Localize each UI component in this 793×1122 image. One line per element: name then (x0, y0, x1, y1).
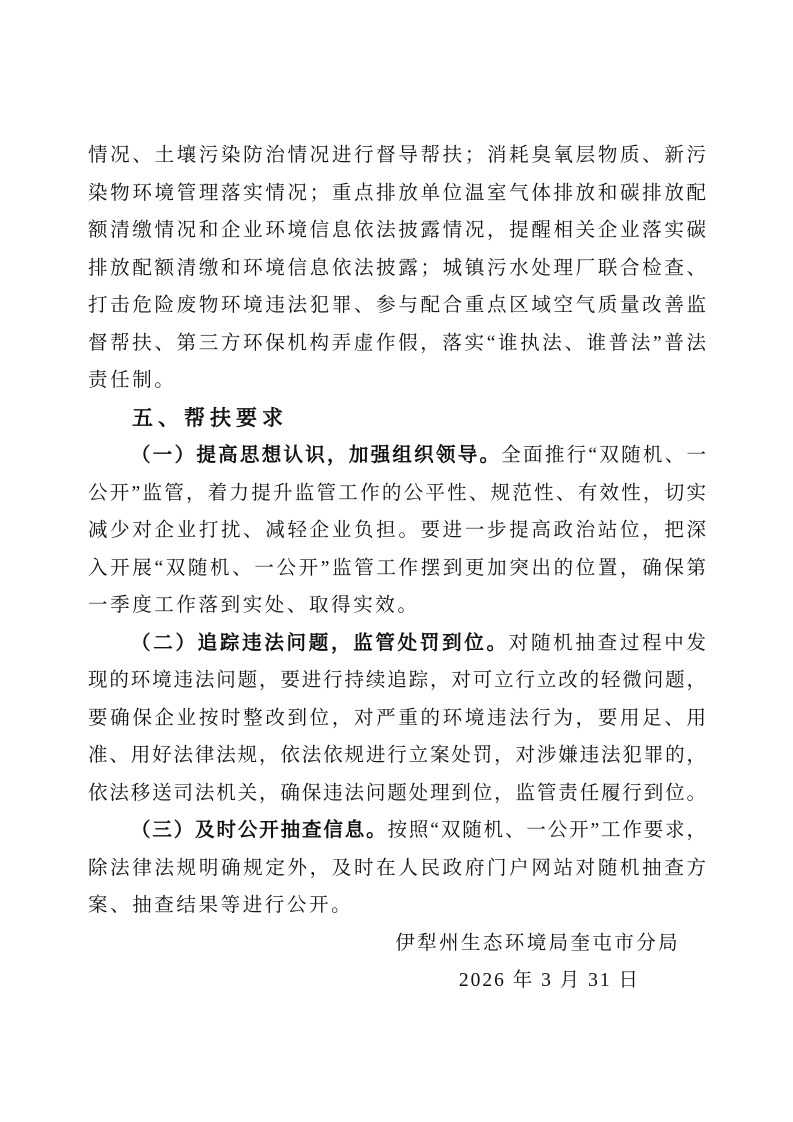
body-line (88, 137, 706, 175)
date-line (88, 962, 706, 1000)
body-line-text: 除法律法规明确规定外，及时在人民政府门户网站对随机抽查方 (88, 857, 706, 879)
body-line (88, 175, 706, 213)
body-line-text: 督帮扶、第三方环保机构弄虚作假，落实“谁执法、谁普法”普法 (88, 332, 706, 354)
signature-line (88, 925, 706, 963)
paragraph-lead: （一）提高思想认识，加强组织领导。 (131, 445, 502, 466)
paragraph-first-line (88, 625, 706, 663)
body-line-text: 按照“双随机、一公开”工作要求， (387, 820, 706, 841)
body-line-text: 要确保企业按时整改到位，对严重的环境违法行为，要用足、用 (88, 707, 706, 729)
body-line (88, 362, 706, 400)
body-line-text: 一季度工作落到实处、取得实效。 (88, 595, 420, 616)
body-line (88, 850, 706, 888)
body-line (88, 700, 706, 738)
body-line-text: 减少对企业打扰、减轻企业负担。要进一步提高政治站位，把深 (88, 520, 706, 541)
body-line (88, 662, 706, 700)
body-line (88, 587, 706, 625)
body-line-text: 责任制。 (88, 370, 177, 391)
section-heading-text: 五、帮扶要求 (132, 406, 288, 430)
body-line-text: 打击危险废物环境违法犯罪、参与配合重点区域空气质量改善监 (88, 295, 706, 316)
paragraph-first-line (88, 437, 706, 475)
date-text: 2026 年 3 月 31 日 (458, 970, 640, 991)
body-line (88, 550, 706, 588)
body-line (88, 737, 706, 775)
body-line-text: 现的环境违法问题，要进行持续追踪，对可立行立改的轻微问题， (88, 670, 706, 691)
body-line-text: 准、用好法律法规，依法依规进行立案处罚，对涉嫌违法犯罪的， (88, 745, 706, 766)
section-heading (88, 400, 706, 438)
body-line-text: 入开展“双随机、一公开”监管工作摆到更加突出的位置，确保第 (88, 557, 706, 579)
body-line (88, 325, 706, 363)
body-line (88, 250, 706, 288)
body-line-text: 公开”监管，着力提升监管工作的公平性、规范性、有效性，切实 (88, 482, 706, 504)
signature-text: 伊犁州生态环境局奎屯市分局 (395, 932, 680, 954)
body-line (88, 475, 706, 513)
body-line-text: 对随机抽查过程中发 (508, 632, 706, 654)
body-line-text: 额清缴情况和企业环境信息依法披露情况，提醒相关企业落实碳 (88, 220, 706, 241)
body-line (88, 775, 706, 813)
body-line-text: 情况、土壤污染防治情况进行督导帮扶；消耗臭氧层物质、新污 (88, 145, 706, 166)
paragraph-lead: （二）追踪违法问题，监管处罚到位。 (131, 632, 509, 654)
body-line (88, 287, 706, 325)
body-line-text: 依法移送司法机关，确保违法问题处理到位，监管责任履行到位。 (88, 782, 706, 804)
body-line-text: 全面推行“双随机、一 (501, 445, 706, 466)
body-line-text: 排放配额清缴和环境信息依法披露；城镇污水处理厂联合检查、 (88, 257, 706, 279)
paragraph-first-line (88, 812, 706, 850)
body-line-text: 案、抽查结果等进行公开。 (88, 895, 354, 916)
body-line (88, 512, 706, 550)
body-line (88, 212, 706, 250)
body-line-text: 染物环境管理落实情况；重点排放单位温室气体排放和碳排放配 (88, 182, 706, 204)
paragraph-lead: （三）及时公开抽查信息。 (131, 820, 388, 841)
body-line (88, 887, 706, 925)
